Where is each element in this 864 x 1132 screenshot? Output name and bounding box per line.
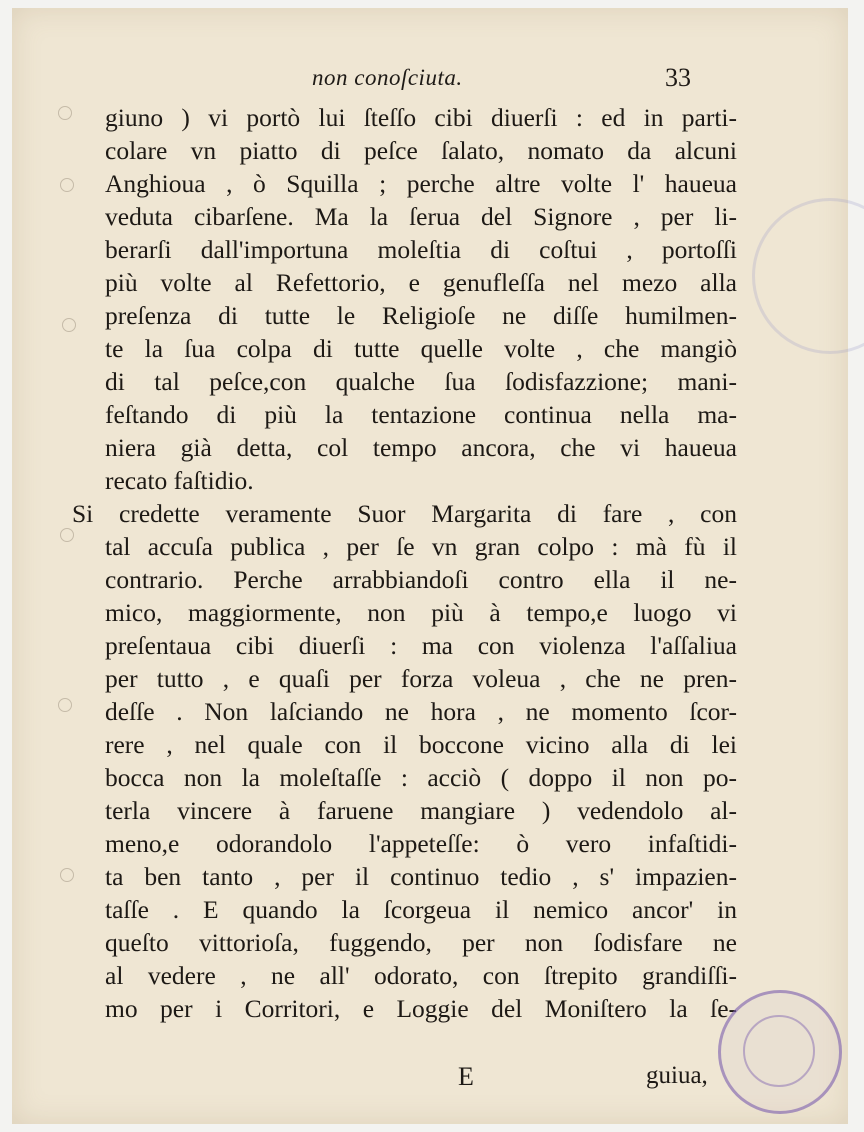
text-line: giuno ) vi portò lui ſteſſo cibi diuerſi : ed in parti- [105,103,737,132]
text-line: mico, maggiormente, non più à tempo,e luogo vi [105,598,737,627]
text-line: feſtando di più la tentazione continua nella ma- [105,400,737,429]
bleed-through-mark [62,318,76,332]
faint-library-stamp [752,198,864,354]
text-line: meno,e odorandolo l'appeteſſe: ò vero infaſtidi- [105,829,737,858]
text-line: preſentaua cibi diuerſi : ma con violenza l'aſſaliua [105,631,737,660]
text-line: terla vincere à faruene mangiare ) vedendolo al- [105,796,737,825]
text-line: colare vn piatto di peſce ſalato, nomato da alcuni [105,136,737,165]
page-header [12,65,848,97]
text-line: niera già detta, col tempo ancora, che vi haueua [105,433,737,462]
text-line: preſenza di tutte le Religioſe ne diſſe humilmen- [105,301,737,330]
catchword: guiua, [646,1062,708,1089]
text-line: queſto vittorioſa, fuggendo, per non ſodisfare ne [105,928,737,957]
text-line: più volte al Refettorio, e genufleſſa nel mezo alla [105,268,737,297]
bleed-through-mark [58,106,72,120]
running-title: non conoſciuta. [312,65,463,90]
bleed-through-mark [58,698,72,712]
bleed-through-mark [60,868,74,882]
text-line: deſſe . Non laſciando ne hora , ne momento ſcor- [105,697,737,726]
paragraph-start-line: Si credette veramente Suor Margarita di fare , con [72,499,737,528]
text-line: tal accuſa publica , per ſe vn gran colpo : mà fù il [105,532,737,561]
text-line: veduta cibarſene. Ma la ſerua del Signore , per li- [105,202,737,231]
signature-mark: E [458,1062,474,1091]
text-line: mo per i Corritori, e Loggie del Moniſtero la ſe- [105,994,737,1023]
text-line: bocca non la moleſtaſſe : acciò ( doppo il non po- [105,763,737,792]
bleed-through-mark [60,528,74,542]
text-line: di tal peſce,con qualche ſua ſodisfazzione; mani- [105,367,737,396]
text-line: rere , nel quale con il boccone vicino alla di lei [105,730,737,759]
text-line: taſſe . E quando la ſcorgeua il nemico ancor' in [105,895,737,924]
text-line: per tutto , e quaſi per forza voleua , che ne pren- [105,664,737,693]
text-line: ta ben tanto , per il continuo tedio , s' impazien- [105,862,737,891]
text-line: Anghioua , ò Squilla ; perche altre volte l' haueua [105,169,737,198]
text-line: recato faſtidio. [105,466,254,495]
book-page [12,8,848,1124]
text-line: berarſi dall'importuna moleſtia di coſtui , portoſſi [105,235,737,264]
text-line: te la ſua colpa di tutte quelle volte , che mangiò [105,334,737,363]
text-line: contrario. Perche arrabbiandoſi contro ella il ne- [105,565,737,594]
library-stamp [718,990,842,1114]
text-line: al vedere , ne all' odorato, con ſtrepito grandiſſi- [105,961,737,990]
bleed-through-mark [60,178,74,192]
page-number: 33 [665,63,691,92]
